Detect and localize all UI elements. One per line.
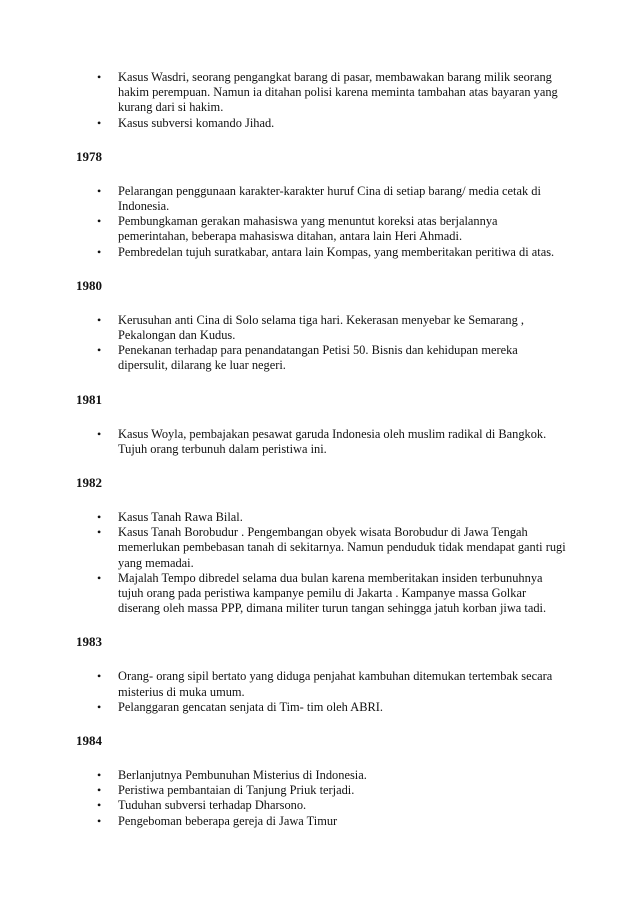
- bullet-list: [76, 768, 566, 829]
- list-item-text: Kasus Tanah Rawa Bilal.: [118, 510, 243, 525]
- bullet-icon: •: [97, 813, 102, 828]
- bullet-list: [76, 669, 566, 715]
- year-heading: 1978: [76, 148, 102, 164]
- list-item: [76, 814, 566, 829]
- list-item: [76, 343, 566, 373]
- bullet-list: [76, 510, 566, 616]
- list-item: [76, 427, 566, 457]
- bullet-list: [76, 70, 566, 131]
- year-heading: 1983: [76, 634, 102, 650]
- list-item: [76, 669, 566, 699]
- spacer: [76, 374, 566, 392]
- bullet-icon: •: [97, 115, 102, 130]
- list-item-text: Pembredelan tujuh suratkabar, antara lain Kompas, yang memberitakan peritiwa di atas.: [118, 244, 555, 259]
- year-heading: 1984: [76, 733, 102, 749]
- list-item-text: Kasus Wasdri, seorang pengangkat barang di pasar, membawakan barang milik seorang hakim perempuan. Namun ia ditahan polisi karena meminta tambahan atas bayaran yang kurang dari si hakim.: [118, 70, 558, 115]
- bullet-icon: •: [97, 570, 102, 585]
- list-item-text: Kasus Woyla, pembajakan pesawat garuda Indonesia oleh muslim radikal di Bangkok. Tujuh orang terbunuh dalam peristiwa ini.: [118, 426, 547, 456]
- spacer: [76, 715, 566, 733]
- spacer: [76, 490, 566, 510]
- list-item: [76, 783, 566, 798]
- bullet-icon: •: [97, 426, 102, 441]
- list-item: [76, 510, 566, 525]
- list-item: [76, 313, 566, 343]
- spacer: [76, 164, 566, 184]
- list-item: [76, 571, 566, 617]
- list-item-text: Berlanjutnya Pembunuhan Misterius di Indonesia.: [118, 768, 367, 783]
- year-heading: 1980: [76, 277, 102, 293]
- bullet-list: [76, 184, 566, 260]
- spacer: [76, 293, 566, 313]
- spacer: [76, 748, 566, 768]
- bullet-icon: •: [97, 510, 102, 525]
- bullet-icon: •: [97, 669, 102, 684]
- list-item-text: Kasus subversi komando Jihad.: [118, 115, 275, 130]
- spacer: [76, 260, 566, 278]
- list-item: [76, 245, 566, 260]
- list-item: [76, 70, 566, 116]
- bullet-icon: •: [97, 783, 102, 798]
- year-heading: 1981: [76, 391, 102, 407]
- list-item: [76, 768, 566, 783]
- list-item: [76, 116, 566, 131]
- bullet-icon: •: [97, 343, 102, 358]
- bullet-icon: •: [97, 525, 102, 540]
- list-item-text: Penekanan terhadap para penandatangan Petisi 50. Bisnis dan kehidupan mereka dipersulit, dilarang ke luar negeri.: [118, 343, 518, 373]
- list-item-text: Pelarangan penggunaan karakter-karakter huruf Cina di setiap barang/ media cetak di Indonesia.: [118, 183, 541, 214]
- list-item-text: Tuduhan subversi terhadap Dharsono.: [118, 798, 307, 813]
- document-content: [76, 70, 566, 829]
- list-item-text: Pengeboman beberapa gereja di Jawa Timur: [118, 813, 338, 828]
- bullet-icon: •: [97, 798, 102, 813]
- list-item-text: Majalah Tempo dibredel selama dua bulan karena memberitakan insiden terbunuhnya tujuh orang pada peristiwa kampanye pemilu di Jakarta . Kampanye massa Golkar diserang oleh massa PPP, dimana militer turun tangan sehingga jatuh korban jiwa tadi.: [118, 570, 547, 616]
- bullet-list: [76, 313, 566, 374]
- spacer: [76, 407, 566, 427]
- spacer: [76, 131, 566, 149]
- list-item-text: Pembungkaman gerakan mahasiswa yang menuntut koreksi atas berjalannya pemerintahan, beberapa mahasiswa ditahan, antara lain Heri Ahmadi.: [118, 214, 498, 244]
- list-item: [76, 525, 566, 571]
- list-item: [76, 798, 566, 813]
- bullet-icon: •: [97, 768, 102, 783]
- list-item-text: Kerusuhan anti Cina di Solo selama tiga hari. Kekerasan menyebar ke Semarang , Pekalongan dan Kudus.: [118, 312, 525, 343]
- spacer: [76, 649, 566, 669]
- list-item-text: Orang- orang sipil bertato yang diduga penjahat kambuhan ditemukan tertembak secara misterius di muka umum.: [118, 669, 553, 699]
- list-item: [76, 184, 566, 214]
- bullet-list: [76, 427, 566, 457]
- list-item-text: Kasus Tanah Borobudur . Pengembangan obyek wisata Borobudur di Jawa Tengah memerlukan pembebasan tanah di sekitarnya. Namun penduduk tidak mendapat ganti rugi yang memadai.: [118, 525, 566, 570]
- bullet-icon: •: [97, 183, 102, 198]
- bullet-icon: •: [97, 244, 102, 259]
- list-item-text: Peristiwa pembantaian di Tanjung Priuk terjadi.: [118, 783, 355, 798]
- bullet-icon: •: [97, 699, 102, 714]
- spacer: [76, 457, 566, 475]
- list-item: [76, 214, 566, 244]
- list-item-text: Pelanggaran gencatan senjata di Tim- tim oleh ABRI.: [118, 699, 383, 714]
- bullet-icon: •: [97, 312, 102, 327]
- spacer: [76, 616, 566, 634]
- bullet-icon: •: [97, 70, 102, 84]
- year-heading: 1982: [76, 475, 102, 491]
- list-item: [76, 700, 566, 715]
- bullet-icon: •: [97, 214, 102, 229]
